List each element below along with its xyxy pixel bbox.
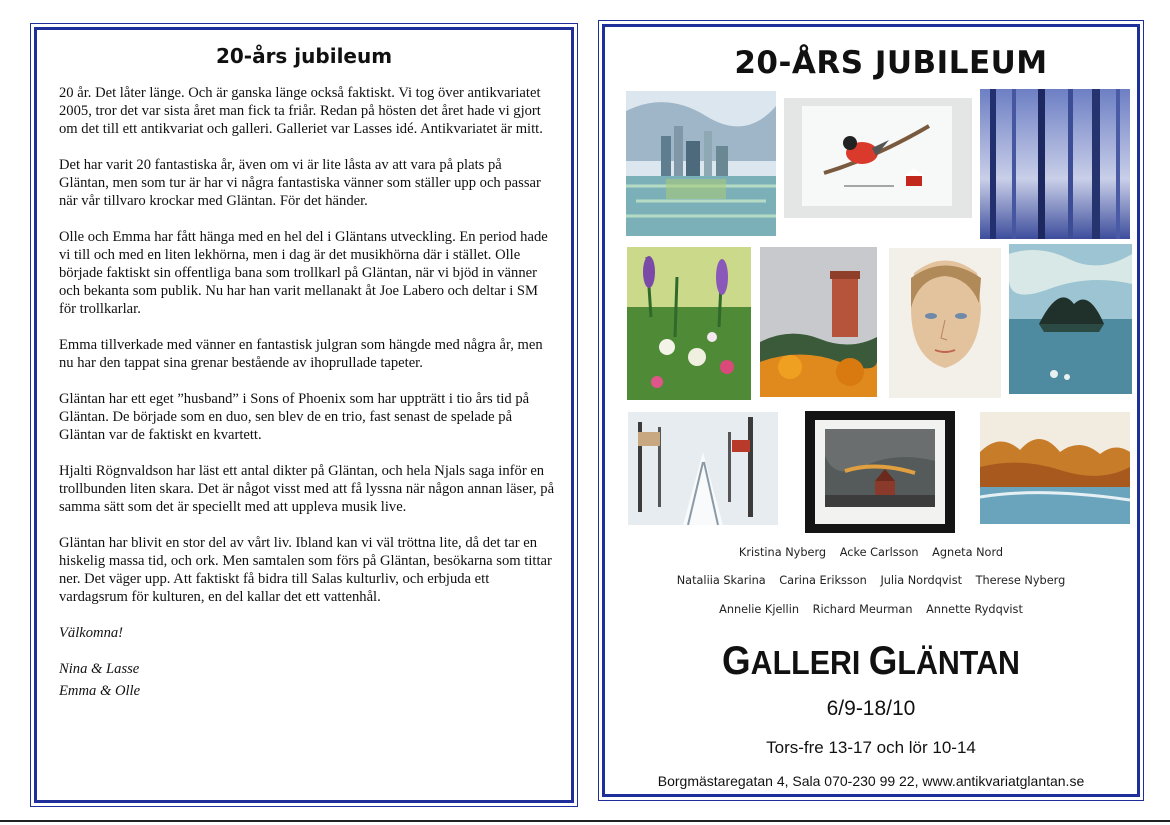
left-text-panel <box>34 27 574 803</box>
welcome-text: Välkomna! <box>59 625 124 641</box>
exhibition-dates: 6/9-18/10 <box>826 697 916 720</box>
poster-title: 20-ÅRS JUBILEUM <box>734 45 1048 81</box>
signatures <box>59 660 555 700</box>
artwork-portrait <box>889 248 1001 398</box>
gallery-initial-2: G <box>868 639 898 683</box>
paragraph-7: Gläntan har blivit en stor del av vårt liv. Ibland kan vi väl tröttna lite, då det tar en hiskelig massa tid, och ork. Men samtalen som förs på Gläntan, besökarna som tittar ner. Det väger upp. Att faktiskt få bidra till Salas kulturliv, och erbjuda ett vardagsrum för kulturen, en del kallar det ett vattenhål. <box>59 535 552 605</box>
paragraph-5: Gläntan har ett eget ”husband” i Sons of Phoenix som har uppträtt i tio års tid på Gläntan. De började som en duo, sen blev de en trio, fast senast de spelade på Gläntan var de faktiskt en kvartett. <box>59 391 530 443</box>
artist-name: Carina Eriksson <box>779 574 867 587</box>
paragraph-1: 20 år. Det låter länge. Och är ganska länge också faktiskt. Vi tog över antikvariatet 2005, tror det var sista året man fick ta friår. Redan på hösten det året hade vi gjort om det till ett antikvariat och galleri. Galleriet var Lasses idé. Antikvariatet är mitt. <box>59 85 543 137</box>
opening-hours: Tors-fre 13-17 och lör 10-14 <box>766 738 976 757</box>
paragraph-2: Det har varit 20 fantastiska år, även om vi är lite låsta av att vara på plats på Gläntan, men som tur är har vi några fantastiska vänner som ställer upp och passar när vår tillvaro krockar med Gläntan. För det händer. <box>59 157 541 209</box>
artist-name: Acke Carlsson <box>839 546 919 559</box>
paragraph-3: Olle och Emma har fått hänga med en hel del i Gläntans utveckling. En period hade vi till och med en liten lekhörna, men i dag är det musikhörna där i stället. Olle började faktiskt sin offentliga bana som trollkarl på Gläntan, när vi bjöd in vänner och bekanta som publik. Nu har han varit mellanakt åt Joe Labero och deltar i SM för trollkarlar. <box>59 229 548 317</box>
artwork-golden-river <box>980 412 1130 524</box>
artwork-water-tower <box>760 247 877 397</box>
artist-name: Nataliia Skarina <box>676 574 766 587</box>
artists-row-3 <box>605 603 1137 616</box>
artists-row-1 <box>605 546 1137 559</box>
artist-name: Richard Meurman <box>812 603 913 616</box>
article-body <box>59 84 555 700</box>
artist-name: Agneta Nord <box>932 546 1004 559</box>
artwork-winter-street <box>628 412 778 525</box>
contact-address: Borgmästaregatan 4, Sala 070-230 99 22, www.antikvariatglantan.se <box>657 773 1085 789</box>
gallery-initial-1: G <box>722 639 751 683</box>
page-bottom-rule <box>0 820 1170 822</box>
artwork-bullfinch <box>784 98 972 218</box>
artwork-city-skyline <box>626 91 776 236</box>
artwork-lake-island <box>1009 244 1132 394</box>
gallery-word-2: LÄNTAN <box>897 644 1020 681</box>
gallery-name <box>626 639 1115 684</box>
article-title: 20-års jubileum <box>215 44 393 68</box>
artists-row-2 <box>605 574 1137 587</box>
paragraph-4: Emma tillverkade med vänner en fantastisk julgran som hängde med några år, men nu har den tappat sina grenar bestående av ihoprullade tapeter. <box>59 337 543 371</box>
artwork-wildflowers <box>627 247 751 400</box>
artist-name: Annette Rydqvist <box>926 603 1023 616</box>
paragraph-6: Hjalti Rögnvaldson har läst ett antal dikter på Gläntan, och hela Njals saga inför en trollbunden liten skara. Det är något visst med att få lyssna när någon annan läser, på samma sätt som det är speciellt med att uppleva musik live. <box>59 463 555 515</box>
artwork-blue-forest <box>980 89 1130 239</box>
signature-1: Nina & Lasse <box>59 661 140 677</box>
artwork-framed-church <box>805 411 955 533</box>
artist-name: Therese Nyberg <box>975 574 1066 587</box>
artist-name: Kristina Nyberg <box>738 546 827 559</box>
gallery-word-1: ALLERI <box>750 644 861 681</box>
signature-2: Emma & Olle <box>59 683 141 699</box>
artist-name: Julia Nordqvist <box>880 574 963 587</box>
poster-panel <box>602 24 1140 797</box>
artist-name: Annelie Kjellin <box>719 603 799 616</box>
